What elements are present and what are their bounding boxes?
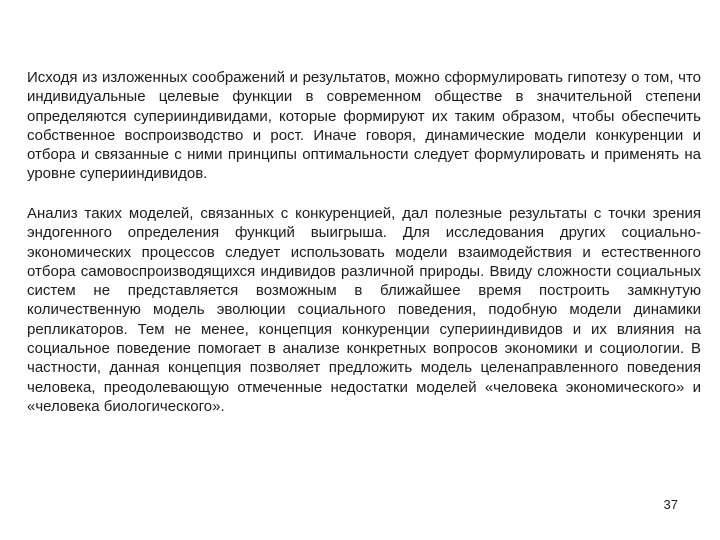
paragraph-2: Анализ таких моделей, связанных с конкуренцией, дал полезные результаты с точки зрения эндогенного определения функций выигрыша. Для исследования других социально-экономических процессов следует использовать модели взаимодействия и естественного отбора самовоспроизводящихся индивидов различной природы. Ввиду сложности социальных систем не представляется возможным в ближайшее время построить замкнутую количественную модель эволюции социального поведения, подобную модели динамики репликаторов. Тем не менее, концепция конкуренции суперииндивидов и их влияния на социальное поведение помогает в анализе конкретных вопросов экономики и социологии. В частности, данная концепция позволяет предложить модель целенаправленного поведения человека, преодолевающую отмеченные недостатки моделей «человека экономического» и «человека биологического». [27,205,701,415]
page-number: 37 [663,497,678,512]
paragraph-1: Исходя из изложенных соображений и результатов, можно сформулировать гипотезу о том, что индивидуальные целевые функции в современном обществе в значительной степени определяются суперииндивидами, которые формируют их таким образом, чтобы обеспечить собственное воспроизводство и рост. Иначе говоря, динамические модели конкуренции и отбора и связанные с ними принципы оптимальности следует формулировать и применять на уровне суперииндивидов. [27,69,701,183]
